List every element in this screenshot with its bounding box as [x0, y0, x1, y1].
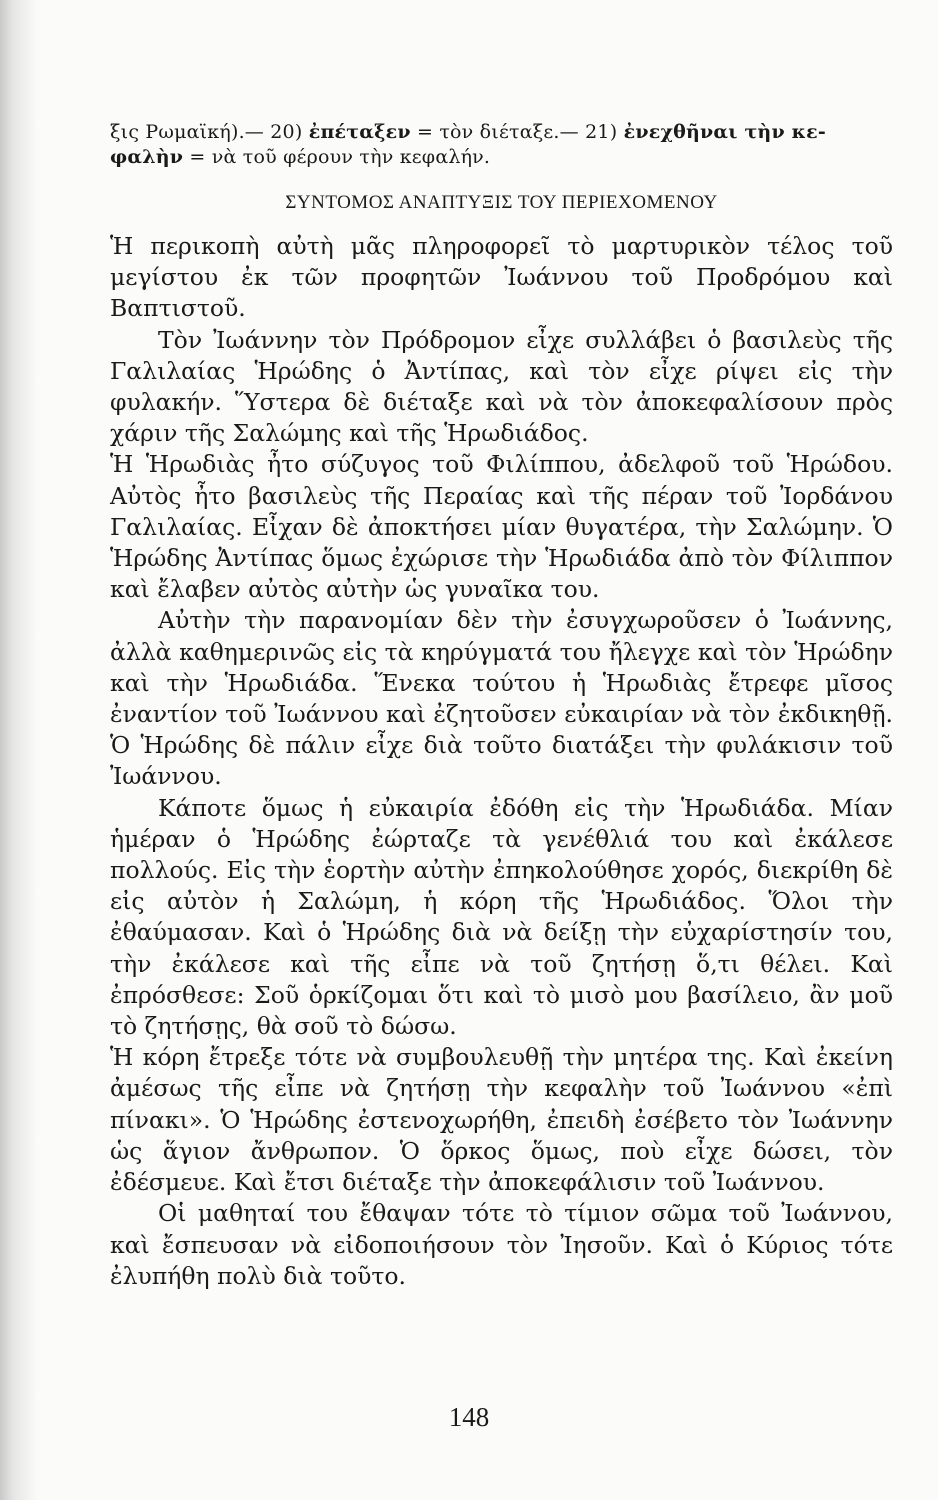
- page-number: 148: [448, 1402, 490, 1432]
- section-heading: ΣΥΝΤΟΜΟΣ ΑΝΑΠΤΥΞΙΣ ΤΟΥ ΠΕΡΙΕΧΟΜΕΝΟΥ: [285, 192, 718, 213]
- footnote-text: = νὰ τοῦ φέρουν τὴν κεφαλήν.: [189, 146, 491, 168]
- footnote-term: φαλὴν: [110, 146, 184, 168]
- paragraph: Αὐτὴν τὴν παρανομίαν δὲν τὴν ἐσυγχωροῦσεν ὁ Ἰωάννης, ἀλλὰ καθημερινῶς εἰς τὰ κηρύγματά του ἤλεγχε καὶ τὸν Ἡρώδην καὶ τὴν Ἡρωδιάδα. Ἕνεκα τούτου ἡ Ἡρωδιὰς ἔτρεφε μῖσος ἐναντίον τοῦ Ἰωάννου καὶ ἐζητοῦσεν εὐκαιρίαν νὰ τὸν ἐκδικηθῇ. Ὁ Ἡρώδης δὲ πάλιν εἶχε διὰ τοῦτο διατάξει τὴν φυλάκισιν τοῦ Ἰωάννου.: [110, 606, 893, 791]
- page-edge-shadow: [0, 0, 38, 1500]
- footnote-text: = τὸν διέταξε.— 21): [416, 121, 618, 143]
- page-text: [110, 120, 893, 1292]
- footnote-text: ξις Ρωμαϊκή).— 20): [110, 121, 303, 143]
- paragraph: Κάποτε ὅμως ἡ εὐκαιρία ἐδόθη εἰς τὴν Ἡρωδιάδα. Μίαν ἡμέραν ὁ Ἡρώδης ἐώρταζε τὰ γενέθλιά του καὶ ἐκάλεσε πολλούς. Εἰς τὴν ἑορτὴν αὐτὴν ἐπηκολούθησε χορός, διεκρίθη δὲ εἰς αὐτὸν ἡ Σαλώμη, ἡ κόρη τῆς Ἡρωδιάδος. Ὅλοι τὴν ἐθαύμασαν. Καὶ ὁ Ἡρώδης διὰ νὰ δείξῃ τὴν εὐχαρίστησίν του, τὴν ἐκάλεσε καὶ τῆς εἶπε νὰ τοῦ ζητήσῃ ὅ,τι θέλει. Καὶ ἐπρόσθεσε: Σοῦ ὁρκίζομαι ὅτι καὶ τὸ μισὸ μου βασίλειο, ἂν μοῦ τὸ ζητήσῃς, θὰ σοῦ τὸ δώσω.: [110, 793, 893, 1041]
- footnote-line-2: [110, 145, 893, 170]
- paragraph: Τὸν Ἰωάννην τὸν Πρόδρομον εἶχε συλλάβει ὁ βασιλεὺς τῆς Γαλιλαίας Ἡρώδης ὁ Ἀντίπας, καὶ τὸν εἶχε ρίψει εἰς τὴν φυλακήν. Ὕστερα δὲ διέταξε καὶ νὰ τὸν ἀποκεφαλίσουν πρὸς χάριν τῆς Σαλώμης καὶ τῆς Ἡρωδιάδος.: [110, 325, 893, 448]
- footnote-term: ἐνεχθῆναι τὴν κε-: [623, 121, 826, 143]
- footnote-term: ἐπέταξεν: [308, 121, 411, 143]
- paragraph: Οἱ μαθηταί του ἔθαψαν τότε τὸ τίμιον σῶμα τοῦ Ἰωάννου, καὶ ἔσπευσαν νὰ εἰδοποιήσουν τὸν Ἰησοῦν. Καὶ ὁ Κύριος τότε ἐλυπήθη πολὺ διὰ τοῦτο.: [110, 1199, 893, 1290]
- footnote-line-1: [110, 120, 893, 145]
- paragraph: Ἡ Ἡρωδιὰς ἦτο σύζυγος τοῦ Φιλίππου, ἀδελφοῦ τοῦ Ἡρώδου. Αὐτὸς ἦτο βασιλεὺς τῆς Περαίας καὶ τῆς πέραν τοῦ Ἰορδάνου Γαλιλαίας. Εἶχαν δὲ ἀποκτήσει μίαν θυγατέρα, τὴν Σαλώμην. Ὁ Ἡρώδης Ἀντίπας ὅμως ἐχώρισε τὴν Ἡρωδιάδα ἀπὸ τὸν Φίλιππον καὶ ἔλαβεν αὐτὸς αὐτὴν ὡς γυναῖκα του.: [110, 450, 893, 604]
- paragraph: Ἡ περικοπὴ αὐτὴ μᾶς πληροφορεῖ τὸ μαρτυρικὸν τέλος τοῦ μεγίστου ἐκ τῶν προφητῶν Ἰωάννου τοῦ Προδρόμου καὶ Βαπτιστοῦ.: [110, 232, 893, 323]
- paragraph: Ἡ κόρη ἔτρεξε τότε νὰ συμβουλευθῇ τὴν μητέρα της. Καὶ ἐκείνη ἀμέσως τῆς εἶπε νὰ ζητήσῃ τὴν κεφαλὴν τοῦ Ἰωάννου «ἐπὶ πίνακι». Ὁ Ἡρώδης ἐστενοχωρήθη, ἐπειδὴ ἐσέβετο τὸν Ἰωάννην ὡς ἅγιον ἄνθρωπον. Ὁ ὅρκος ὅμως, ποὺ εἶχε δώσει, τὸν ἐδέσμευε. Καὶ ἔτσι διέταξε τὴν ἀποκεφάλισιν τοῦ Ἰωάννου.: [110, 1043, 893, 1197]
